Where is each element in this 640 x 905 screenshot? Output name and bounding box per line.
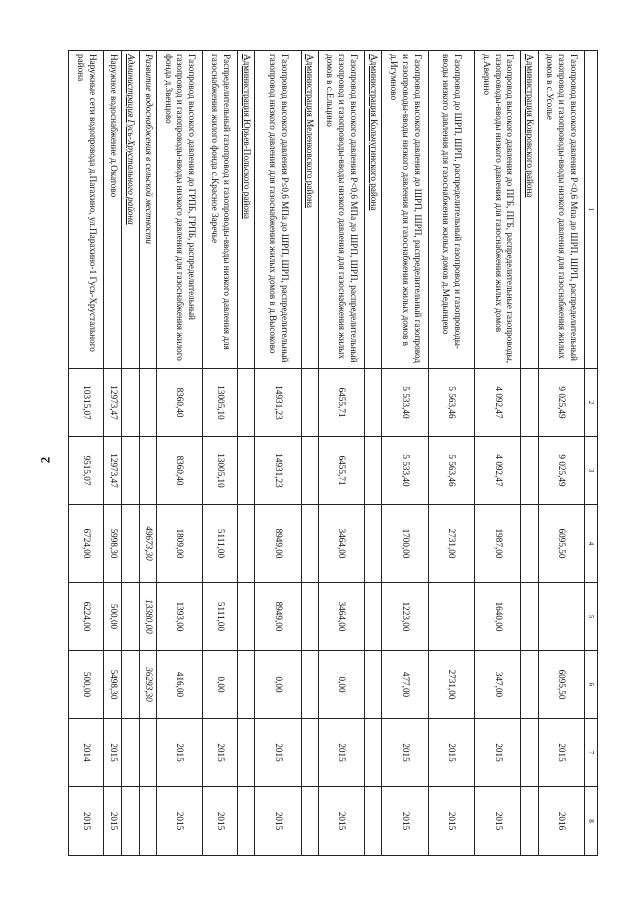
value-cell: 2015: [475, 719, 521, 787]
value-cell: 5111,00: [203, 505, 238, 583]
value-cell: [122, 651, 139, 719]
value-cell: 2015: [255, 787, 301, 856]
value-cell: [122, 369, 139, 437]
value-cell: [365, 505, 382, 583]
value-cell: 9 025,49: [538, 369, 584, 437]
value-cell: [365, 583, 382, 651]
value-cell: 9 025,49: [538, 437, 584, 505]
value-cell: [365, 369, 382, 437]
value-cell: [521, 787, 538, 856]
value-cell: 5 533,40: [382, 437, 428, 505]
table-row: [203, 51, 238, 856]
column-header: 8: [585, 787, 598, 856]
row-name-cell: Газопровод высокого давления до ШРП, ШРП, распределительный газопровод и газопроводы-вводы низкого давления для газоснабжения жилых домов в д.Игумново: [382, 51, 428, 369]
value-cell: 2015: [156, 719, 202, 787]
row-name-cell: Администрация Юрьев-Польского района: [237, 51, 254, 369]
table-row: [382, 51, 428, 856]
value-cell: [237, 505, 254, 583]
table-row: [521, 51, 538, 856]
value-cell: [301, 719, 318, 787]
value-cell: [139, 787, 156, 856]
value-cell: 5 533,40: [382, 369, 428, 437]
value-cell: [301, 787, 318, 856]
value-cell: 1640,00: [475, 583, 521, 651]
value-cell: [521, 437, 538, 505]
value-cell: [301, 651, 318, 719]
value-cell: 1223,00: [382, 583, 428, 651]
value-cell: 6455,71: [318, 369, 364, 437]
value-cell: [365, 719, 382, 787]
value-cell: [301, 437, 318, 505]
row-name-cell: Распределительный газопровод и газопроводы-вводы низкого давления для газоснабжения жилого фонда с.Красное Заречье: [203, 51, 238, 369]
value-cell: [301, 505, 318, 583]
table-row: [237, 51, 254, 856]
row-name-cell: Наружные сети водопровода д.Пarахино, ул.Парахино-1 Гусь-Хрустального района: [69, 51, 104, 369]
column-header: 7: [585, 719, 598, 787]
value-cell: 2015: [255, 719, 301, 787]
value-cell: 2015: [538, 719, 584, 787]
row-name-cell: Администрация Гусь-Хрустального района: [122, 51, 139, 369]
value-cell: 2015: [318, 787, 364, 856]
value-cell: 4 092,47: [475, 369, 521, 437]
table-row: [301, 51, 318, 856]
value-cell: 2731,00: [428, 505, 474, 583]
value-cell: 2015: [428, 719, 474, 787]
value-cell: [139, 369, 156, 437]
value-cell: 2015: [103, 787, 122, 856]
row-name-cell: Администрация Ковровского района: [521, 51, 538, 369]
table-row: [103, 51, 122, 856]
column-header: 4: [585, 505, 598, 583]
value-cell: 5 563,46: [428, 369, 474, 437]
value-cell: 6095,50: [538, 651, 584, 719]
row-name-cell: Газопровод высокого давления Р<0,6 Мпа до ШРП, ШРП, распределительный газопровод и газопроводы-вводы низкого давления для газоснабжения жилых домов в с.Усолье: [538, 51, 584, 369]
table-row: [122, 51, 139, 856]
row-name-cell: Администрация Кольчугинского района: [365, 51, 382, 369]
value-cell: 5111,00: [203, 583, 238, 651]
value-cell: 10315,07: [69, 369, 104, 437]
value-cell: [521, 369, 538, 437]
value-cell: 8949,00: [255, 505, 301, 583]
table-row: [318, 51, 364, 856]
value-cell: [237, 369, 254, 437]
value-cell: 477,00: [382, 651, 428, 719]
value-cell: 500,00: [103, 583, 122, 651]
value-cell: [237, 787, 254, 856]
value-cell: 3464,00: [318, 505, 364, 583]
value-cell: [365, 437, 382, 505]
column-header: 1: [585, 51, 598, 369]
value-cell: 49673,30: [139, 505, 156, 583]
row-name-cell: Газопровод высокого давления Р≤0,6 МПа до ШРП, ШРП, распределительный газопровод низкого давления для газоснабжения жилых домов в д.Высоково: [255, 51, 301, 369]
value-cell: 1809,00: [156, 505, 202, 583]
row-name-cell: Газопровод высокого давления до ПГБ, ПГБ, распределительные газопроводы, газопроводы-вводы низкого давления для газоснабжения жилых домов д.Аверино: [475, 51, 521, 369]
table-row: [538, 51, 584, 856]
value-cell: [365, 787, 382, 856]
value-cell: 2015: [382, 787, 428, 856]
value-cell: 6724,00: [69, 505, 104, 583]
value-cell: 2015: [156, 787, 202, 856]
row-name-cell: Наружное водоснабжение д.Окатово: [103, 51, 122, 369]
row-name-cell: Газопровод до ШРП, ШРП, распределительный газопровод и газопроводы-вводы низкого давления для газоснабжения жилых домов д.Медынцево: [428, 51, 474, 369]
value-cell: 3464,00: [318, 583, 364, 651]
value-cell: [428, 583, 474, 651]
value-cell: 13005,10: [203, 437, 238, 505]
value-cell: 4 092,47: [475, 437, 521, 505]
value-cell: 2015: [475, 787, 521, 856]
value-cell: 12973,47: [103, 369, 122, 437]
row-name-cell: Развитие водоснабжения в сельской местности: [139, 51, 156, 369]
value-cell: 36293,30: [139, 651, 156, 719]
table-row: [139, 51, 156, 856]
value-cell: [301, 369, 318, 437]
value-cell: 14931,23: [255, 437, 301, 505]
value-cell: 9515,07: [69, 437, 104, 505]
value-cell: 2015: [69, 787, 104, 856]
value-cell: [139, 437, 156, 505]
row-name-cell: Газопровод высокого давления Р<0,6 МПа до ШРП, ШРП, распределительный газопровод и газопроводы-вводы низкого давления для газоснабжения жилых домов в с.Ельцино: [318, 51, 364, 369]
value-cell: 2015: [103, 719, 122, 787]
value-cell: 1393,00: [156, 583, 202, 651]
value-cell: [521, 651, 538, 719]
value-cell: [122, 787, 139, 856]
value-cell: 8360,40: [156, 437, 202, 505]
value-cell: [301, 583, 318, 651]
value-cell: 347,00: [475, 651, 521, 719]
column-header: 6: [585, 651, 598, 719]
table-row: [156, 51, 202, 856]
table-body: [69, 51, 585, 856]
value-cell: 5998,30: [103, 505, 122, 583]
value-cell: [237, 583, 254, 651]
value-cell: [122, 437, 139, 505]
table-row: [69, 51, 104, 856]
value-cell: 2015: [382, 719, 428, 787]
header-row: [585, 51, 598, 856]
value-cell: 13005,10: [203, 369, 238, 437]
value-cell: 5498,30: [103, 651, 122, 719]
value-cell: 0,00: [318, 651, 364, 719]
value-cell: 1700,00: [382, 505, 428, 583]
value-cell: 5 563,46: [428, 437, 474, 505]
value-cell: 2015: [203, 719, 238, 787]
value-cell: 2015: [203, 787, 238, 856]
value-cell: 500,00: [69, 651, 104, 719]
value-cell: 2016: [538, 787, 584, 856]
value-cell: 416,00: [156, 651, 202, 719]
column-header: 2: [585, 369, 598, 437]
page-number: 2: [37, 456, 53, 464]
row-name-cell: Администрация Меленковского района: [301, 51, 318, 369]
value-cell: 2731,00: [428, 651, 474, 719]
value-cell: 12973,47: [103, 437, 122, 505]
value-cell: [521, 719, 538, 787]
column-header: 5: [585, 583, 598, 651]
value-cell: [237, 437, 254, 505]
value-cell: 8949,00: [255, 583, 301, 651]
value-cell: 14931,23: [255, 369, 301, 437]
value-cell: [237, 719, 254, 787]
value-cell: [237, 651, 254, 719]
column-header: 3: [585, 437, 598, 505]
value-cell: 2015: [428, 787, 474, 856]
value-cell: [365, 651, 382, 719]
row-name-cell: Газопровод высокого давления до ГРПБ, ГРПБ, распределительный газопровод и газопроводы-вводы низкого давления для газоснабжения жилого фонда д.Звенцово: [156, 51, 202, 369]
table-row: [475, 51, 521, 856]
table-row: [428, 51, 474, 856]
rotated-table-container: [68, 50, 598, 855]
value-cell: 8360,40: [156, 369, 202, 437]
value-cell: [521, 505, 538, 583]
value-cell: 1987,00: [475, 505, 521, 583]
value-cell: [521, 583, 538, 651]
value-cell: 13380,00: [139, 583, 156, 651]
value-cell: [122, 719, 139, 787]
value-cell: 6455,71: [318, 437, 364, 505]
value-cell: 0,00: [203, 651, 238, 719]
projects-table: [68, 50, 598, 856]
value-cell: 6224,00: [69, 583, 104, 651]
value-cell: [538, 583, 584, 651]
value-cell: 0,00: [255, 651, 301, 719]
value-cell: 2015: [318, 719, 364, 787]
value-cell: 6095,50: [538, 505, 584, 583]
table-row: [365, 51, 382, 856]
value-cell: 2014: [69, 719, 104, 787]
table-row: [255, 51, 301, 856]
value-cell: [139, 719, 156, 787]
value-cell: [122, 583, 139, 651]
value-cell: [122, 505, 139, 583]
